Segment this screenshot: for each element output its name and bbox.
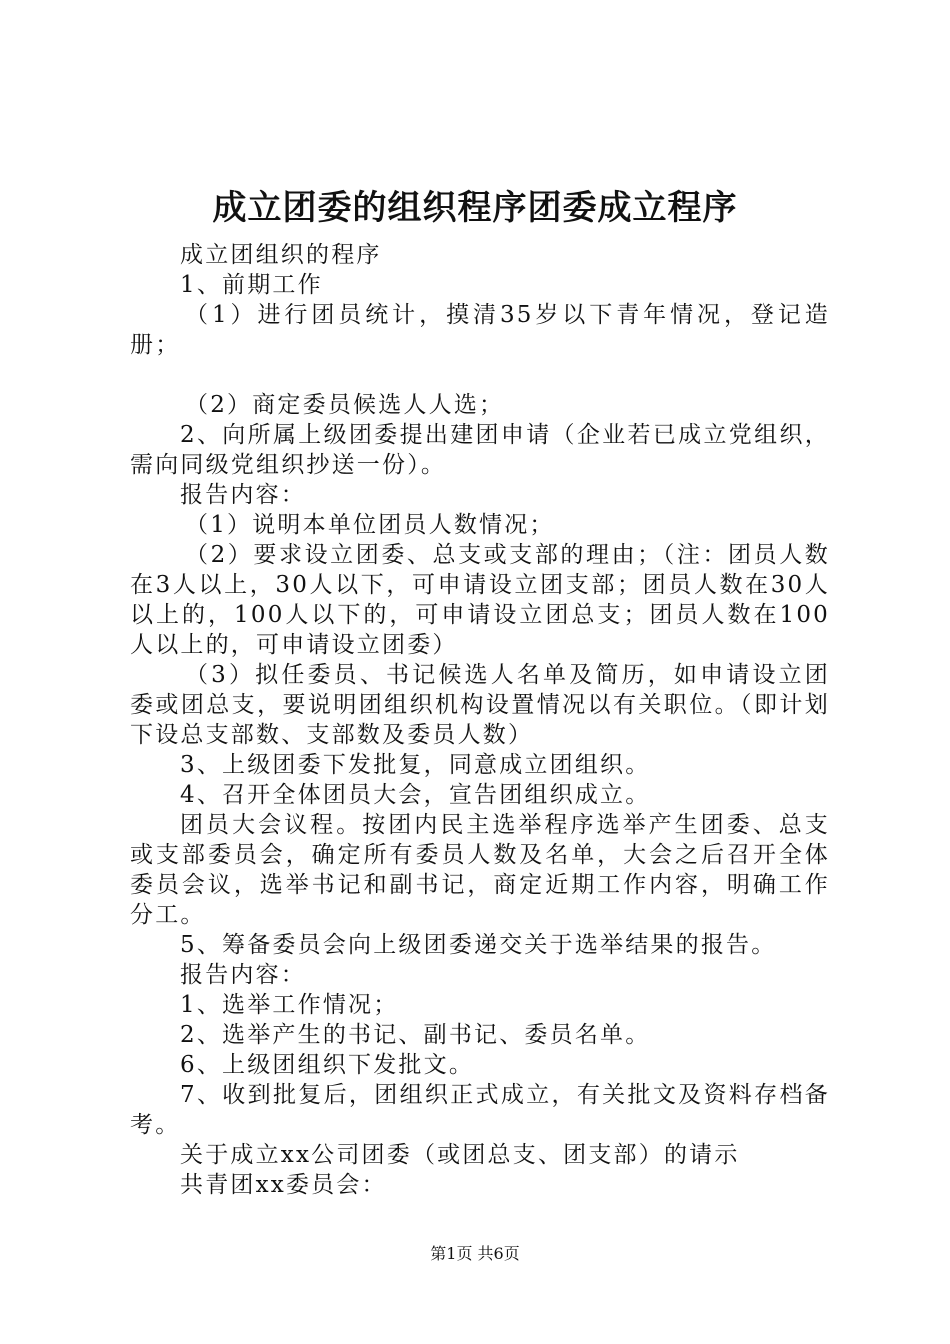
paragraph: 关于成立xx公司团委（或团总支、团支部）的请示	[180, 1142, 740, 1168]
paragraph: 2、选举产生的书记、副书记、委员名单。	[180, 1022, 651, 1048]
page-number: 第1页 共6页	[430, 1244, 520, 1263]
document-title: 成立团委的组织程序团委成立程序	[212, 188, 738, 228]
paragraph: 7、收到批复后，团组织正式成立，有关批文及资料存档备考。	[130, 1082, 830, 1138]
paragraph: 报告内容：	[180, 962, 306, 988]
paragraph: 3、上级团委下发批复，同意成立团组织。	[180, 752, 651, 778]
paragraph: 4、召开全体团员大会，宣告团组织成立。	[180, 782, 651, 808]
paragraph: （1）进行团员统计，摸清35岁以下青年情况，登记造册；	[130, 302, 830, 358]
paragraph: 团员大会议程。按团内民主选举程序选举产生团委、总支或支部委员会，确定所有委员人数及名单，大会之后召开全体委员会议，选举书记和副书记，商定近期工作内容，明确工作分工。	[130, 812, 830, 928]
paragraph: 成立团组织的程序	[180, 242, 382, 268]
paragraph: （1）说明本单位团员人数情况；	[185, 512, 555, 538]
paragraph: 1、选举工作情况；	[180, 992, 399, 1018]
paragraph: 共青团xx委员会：	[180, 1172, 387, 1198]
paragraph: 2、向所属上级团委提出建团申请（企业若已成立党组织，需向同级党组织抄送一份）。	[130, 422, 830, 478]
paragraph: （2）要求设立团委、总支或支部的理由；（注：团员人数在3人以上，30人以下，可申请设立团支部；团员人数在30人以上的，100人以下的，可申请设立团总支；团员人数在100人以上的，可申请设立团委）	[130, 542, 830, 658]
document-body	[130, 240, 830, 1200]
paragraph: 5、筹备委员会向上级团委递交关于选举结果的报告。	[180, 932, 777, 958]
paragraph: 6、上级团组织下发批文。	[180, 1052, 475, 1078]
paragraph: （3）拟任委员、书记候选人名单及简历，如申请设立团委或团总支，要说明团组织机构设置情况以有关职位。（即计划下设总支部数、支部数及委员人数）	[130, 662, 830, 748]
paragraph: （2）商定委员候选人人选；	[185, 392, 505, 418]
paragraph: 1、前期工作	[180, 272, 323, 298]
paragraph: 报告内容：	[180, 482, 306, 508]
